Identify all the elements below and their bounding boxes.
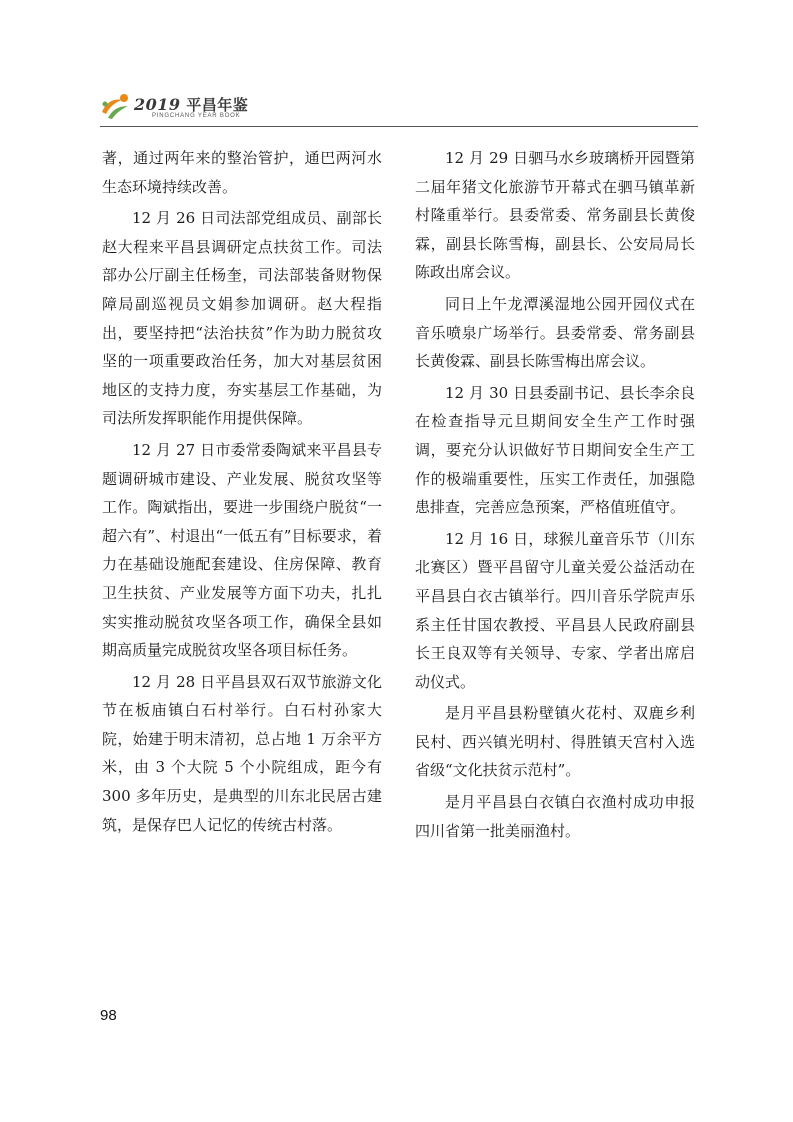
- page-header: [100, 90, 698, 124]
- page-number: 98: [100, 1007, 117, 1024]
- paragraph: 是月平昌县白衣镇白衣渔村成功申报四川省第一批美丽渔村。: [415, 793, 695, 840]
- yearbook-subtitle: PINGCHANG YEAR BOOK: [152, 113, 241, 119]
- yearbook-year: 2019: [134, 95, 181, 114]
- paragraph: 著，通过两年来的整治管护，通巴两河水生态环境持续改善。: [102, 149, 382, 196]
- right-column: [415, 144, 695, 848]
- left-column: [102, 144, 382, 842]
- paragraph: 12 月 29 日驷马水乡玻璃桥开园暨第二届年猪文化旅游节开幕式在驷马镇革新村隆重举行。县委常委、常务副县长黄俊霖，副县长陈雪梅，副县长、公安局局长陈政出席会议。: [415, 149, 695, 282]
- paragraph: 12 月 28 日平昌县双石双节旅游文化节在板庙镇白石村举行。白石村孙家大院，始建于明末清初，总占地 1 万余平方米，由 3 个大院 5 个小院组成，距今有 300 多年历史，是典型的川东北民居古建筑，是保存巴人记忆的传统古村落。: [102, 672, 382, 834]
- yearbook-name: 平昌年鉴: [186, 96, 249, 114]
- paragraph: 12 月 30 日县委副书记、县长李余良在检查指导元旦期间安全生产工作时强调，要充分认识做好节日期间安全生产工作的极端重要性，压实工作责任，加强隐患排查，完善应急预案，严格值班值守。: [415, 383, 695, 517]
- yearbook-title: [134, 94, 248, 115]
- paragraph: 同日上午龙潭溪湿地公园开园仪式在音乐喷泉广场举行。县委常委、常务副县长黄俊霖、副县长陈雪梅出席会议。: [415, 294, 695, 371]
- paragraph: 是月平昌县粉壁镇火花村、双鹿乡利民村、西兴镇光明村、得胜镇天宫村入选省级“文化扶贫示范村”。: [415, 704, 695, 780]
- paragraph: 12 月 27 日市委常委陶斌来平昌县专题调研城市建设、产业发展、脱贫攻坚等工作。陶斌指出，要进一步围绕户脱贫“一超六有”、村退出“一低五有”目标要求，着力在基础设施配套建设、住房保障、教育卫生扶贫、产业发展等方面下功夫，扎扎实实推动脱贫攻坚各项工作，确保全县如期高质量完成脱贫攻坚各项目标任务。: [102, 440, 382, 660]
- paragraph: 12 月 16 日，球猴儿童音乐节（川东北赛区）暨平昌留守儿童关爱公益活动在平昌县白衣古镇举行。四川音乐学院声乐系主任甘国农教授、平昌县人民政府副县长王良双等有关领导、专家、学者出席启动仪式。: [415, 529, 695, 691]
- paragraph: 12 月 26 日司法部党组成员、副部长赵大程来平昌县调研定点扶贫工作。司法部办公厅副主任杨奎，司法部装备财物保障局副巡视员文娟参加调研。赵大程指出，要坚持把“法治扶贫”作为助力脱贫攻坚的一项重要政治任务，加大对基层贫困地区的支持力度，夯实基层工作基础，为司法所发挥职能作用提供保障。: [102, 209, 382, 428]
- header-divider: [100, 126, 698, 127]
- yearbook-logo-icon: [100, 92, 130, 120]
